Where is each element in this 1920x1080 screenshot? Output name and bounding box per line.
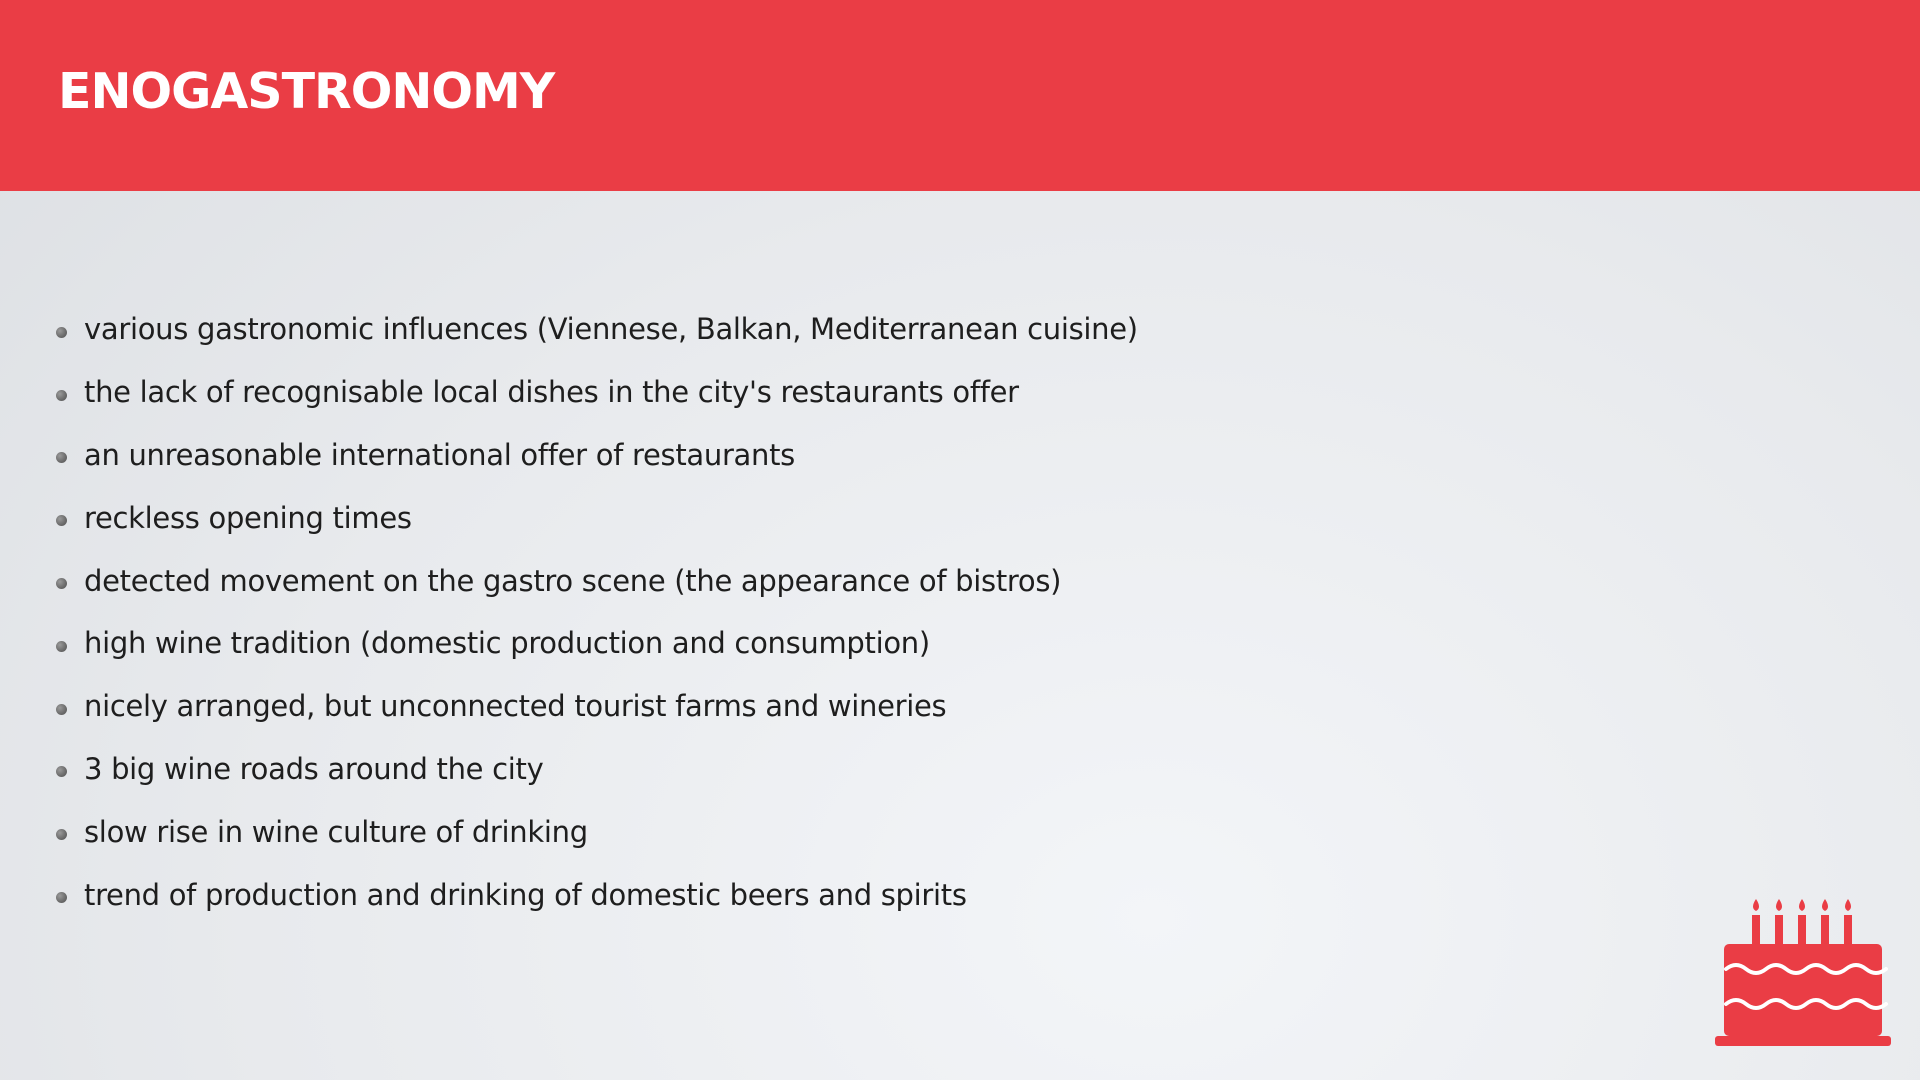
bullet-icon — [56, 766, 67, 777]
bullet-icon — [56, 704, 67, 715]
bullet-text: detected movement on the gastro scene (the appearance of bistros) — [84, 563, 1062, 598]
title-banner — [0, 0, 1920, 191]
bullet-list — [56, 298, 1138, 926]
bullet-item — [56, 863, 1138, 926]
bullet-text: an unreasonable international offer of restaurants — [84, 437, 795, 472]
bullet-icon — [56, 829, 67, 840]
bullet-text: the lack of recognisable local dishes in the city's restaurants offer — [84, 375, 1019, 410]
bullet-text: nicely arranged, but unconnected tourist farms and wineries — [84, 689, 947, 724]
slide-title: ENOGASTRONOMY — [58, 63, 555, 120]
bullet-icon — [56, 327, 67, 338]
bullet-item — [56, 738, 1138, 801]
bullet-text: slow rise in wine culture of drinking — [84, 814, 588, 849]
bullet-icon — [56, 452, 67, 463]
bullet-item — [56, 298, 1138, 361]
bullet-item — [56, 675, 1138, 738]
bullet-icon — [56, 390, 67, 401]
bullet-icon — [56, 578, 67, 589]
bullet-text: high wine tradition (domestic production and consumption) — [84, 626, 930, 661]
bullet-text: various gastronomic influences (Viennese, Balkan, Mediterranean cuisine) — [84, 312, 1138, 347]
bullet-text: 3 big wine roads around the city — [84, 751, 544, 786]
bullet-item — [56, 486, 1138, 549]
bullet-text: reckless opening times — [84, 500, 412, 535]
bullet-item — [56, 361, 1138, 424]
bullet-item — [56, 424, 1138, 487]
bullet-icon — [56, 515, 67, 526]
birthday-cake-icon — [1712, 896, 1892, 1051]
bullet-item — [56, 612, 1138, 675]
bullet-text: trend of production and drinking of domestic beers and spirits — [84, 877, 967, 912]
bullet-icon — [56, 641, 67, 652]
bullet-item — [56, 549, 1138, 612]
bullet-item — [56, 800, 1138, 863]
bullet-icon — [56, 892, 67, 903]
